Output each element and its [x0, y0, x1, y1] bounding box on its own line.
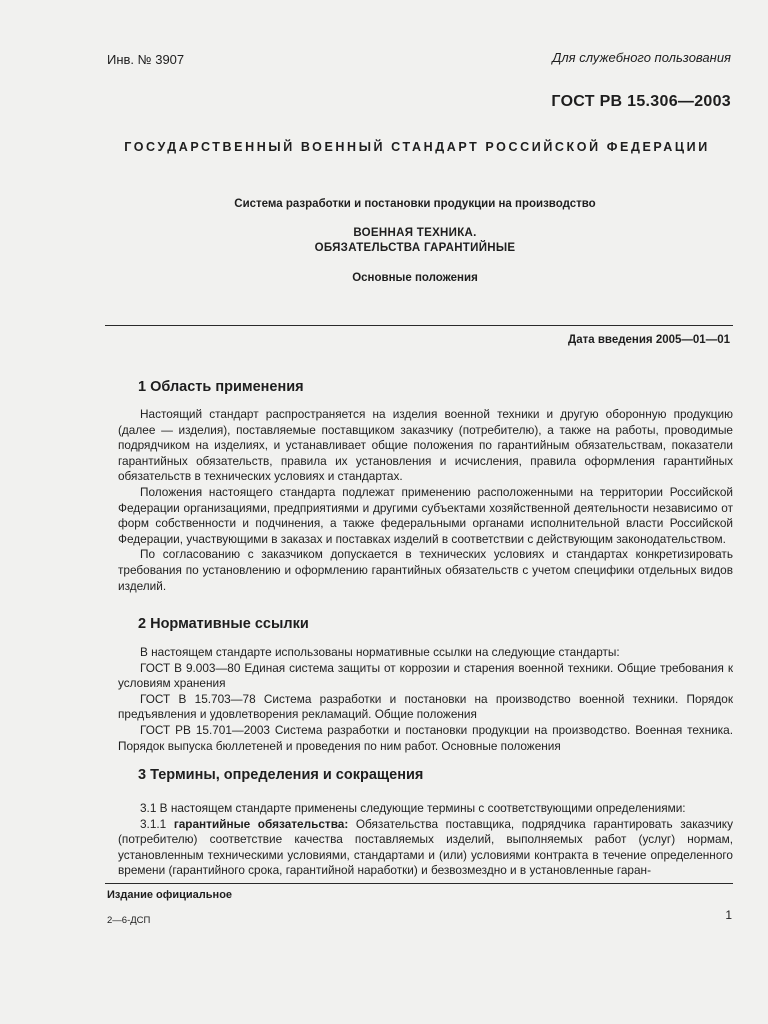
- page-number: 1: [725, 908, 732, 922]
- section-2-heading: 2 Нормативные ссылки: [138, 616, 309, 632]
- reference-item: ГОСТ РВ 15.701—2003 Система разработки и постановки продукции на производство. Военная техника. Порядок выпуска бюллетеней и проведения по ним работ. Основные положения: [118, 722, 733, 753]
- reference-item: ГОСТ В 9.003—80 Единая система защиты от коррозии и старения военной техники. Общие требования к условиям хранения: [118, 660, 733, 691]
- standard-code: ГОСТ РВ 15.306—2003: [551, 93, 731, 110]
- term-number: 3.1.1: [140, 816, 174, 831]
- official-edition: Издание официальное: [107, 889, 233, 901]
- system-title: Система разработки и постановки продукции на производство: [234, 198, 596, 210]
- print-mark: 2—6-ДСП: [107, 915, 151, 926]
- restriction-note: Для служебного пользования: [552, 50, 731, 65]
- divider-bottom: [105, 883, 733, 884]
- section-1-body: [118, 407, 733, 594]
- section-3-heading: 3 Термины, определения и сокращения: [138, 767, 424, 783]
- section-3-body: [118, 801, 733, 879]
- document-title: [90, 226, 740, 256]
- introduction-date: Дата введения 2005—01—01: [568, 334, 730, 346]
- term-text: Обязательства поставщика, подрядчика гарантировать заказчику (потребителю) соответствие качества поставляемых изделий, выполняемых работ (услуг) нормам, установленным техническими условиями, стандартами и (или) условиями контракта в течение определенного времени (гарантийного срока, гарантийной наработки) и безвозмездно и в установленные гаран-: [118, 816, 733, 878]
- paragraph: Настоящий стандарт распространяется на изделия военной техники и другую оборонную продукцию (далее — изделия), поставляемые поставщиком заказчику (потребителю), а также на работы, проводимые подрядчиком на изделиях, и устанавливает общие положения по гарантийным обязательствам, показатели гарантийных обязательств, правила их установления и исчисления, правила оформления гарантийных обязательств в технических условиях и стандартах.: [118, 407, 733, 484]
- term-name: гарантийные обязательства:: [173, 816, 349, 831]
- document-subtitle: Основные положения: [352, 272, 478, 284]
- section-1-heading: 1 Область применения: [138, 379, 304, 395]
- inventory-number: Инв. № 3907: [107, 52, 185, 67]
- document-title-line2: ОБЯЗАТЕЛЬСТВА ГАРАНТИЙНЫЕ: [314, 242, 516, 254]
- term-definition: [118, 817, 733, 879]
- paragraph: В настоящем стандарте использованы нормативные ссылки на следующие стандарты:: [140, 645, 620, 659]
- paragraph: По согласованию с заказчиком допускается в технических условиях и стандартах конкретизировать требования по установлению и оформлению гарантийных обязательств с учетом специфики отдельных видов изделий.: [118, 547, 733, 593]
- reference-item: ГОСТ В 15.703—78 Система разработки и постановки на производство военной техники. Порядок предъявления и удовлетворения рекламаций. Общие положения: [118, 691, 733, 722]
- section-2-body: [118, 645, 733, 754]
- standard-title: ГОСУДАРСТВЕННЫЙ ВОЕННЫЙ СТАНДАРТ РОССИЙСКОЙ ФЕДЕРАЦИИ: [124, 140, 710, 154]
- paragraph: 3.1 В настоящем стандарте применены следующие термины с соответствующими определениями:: [140, 801, 686, 815]
- divider-top: [105, 325, 733, 326]
- document-title-line1: ВОЕННАЯ ТЕХНИКА.: [353, 227, 477, 239]
- paragraph: Положения настоящего стандарта подлежат применению расположенными на территории Российской Федерации организациями, предприятиями и другими субъектами хозяйственной деятельности независимо от форм собственности и подчинения, а также федеральными органами исполнительной власти Российской Федерации, участвующими в заказах и поставках изделий в соответствии с действующим законодательством.: [118, 484, 733, 546]
